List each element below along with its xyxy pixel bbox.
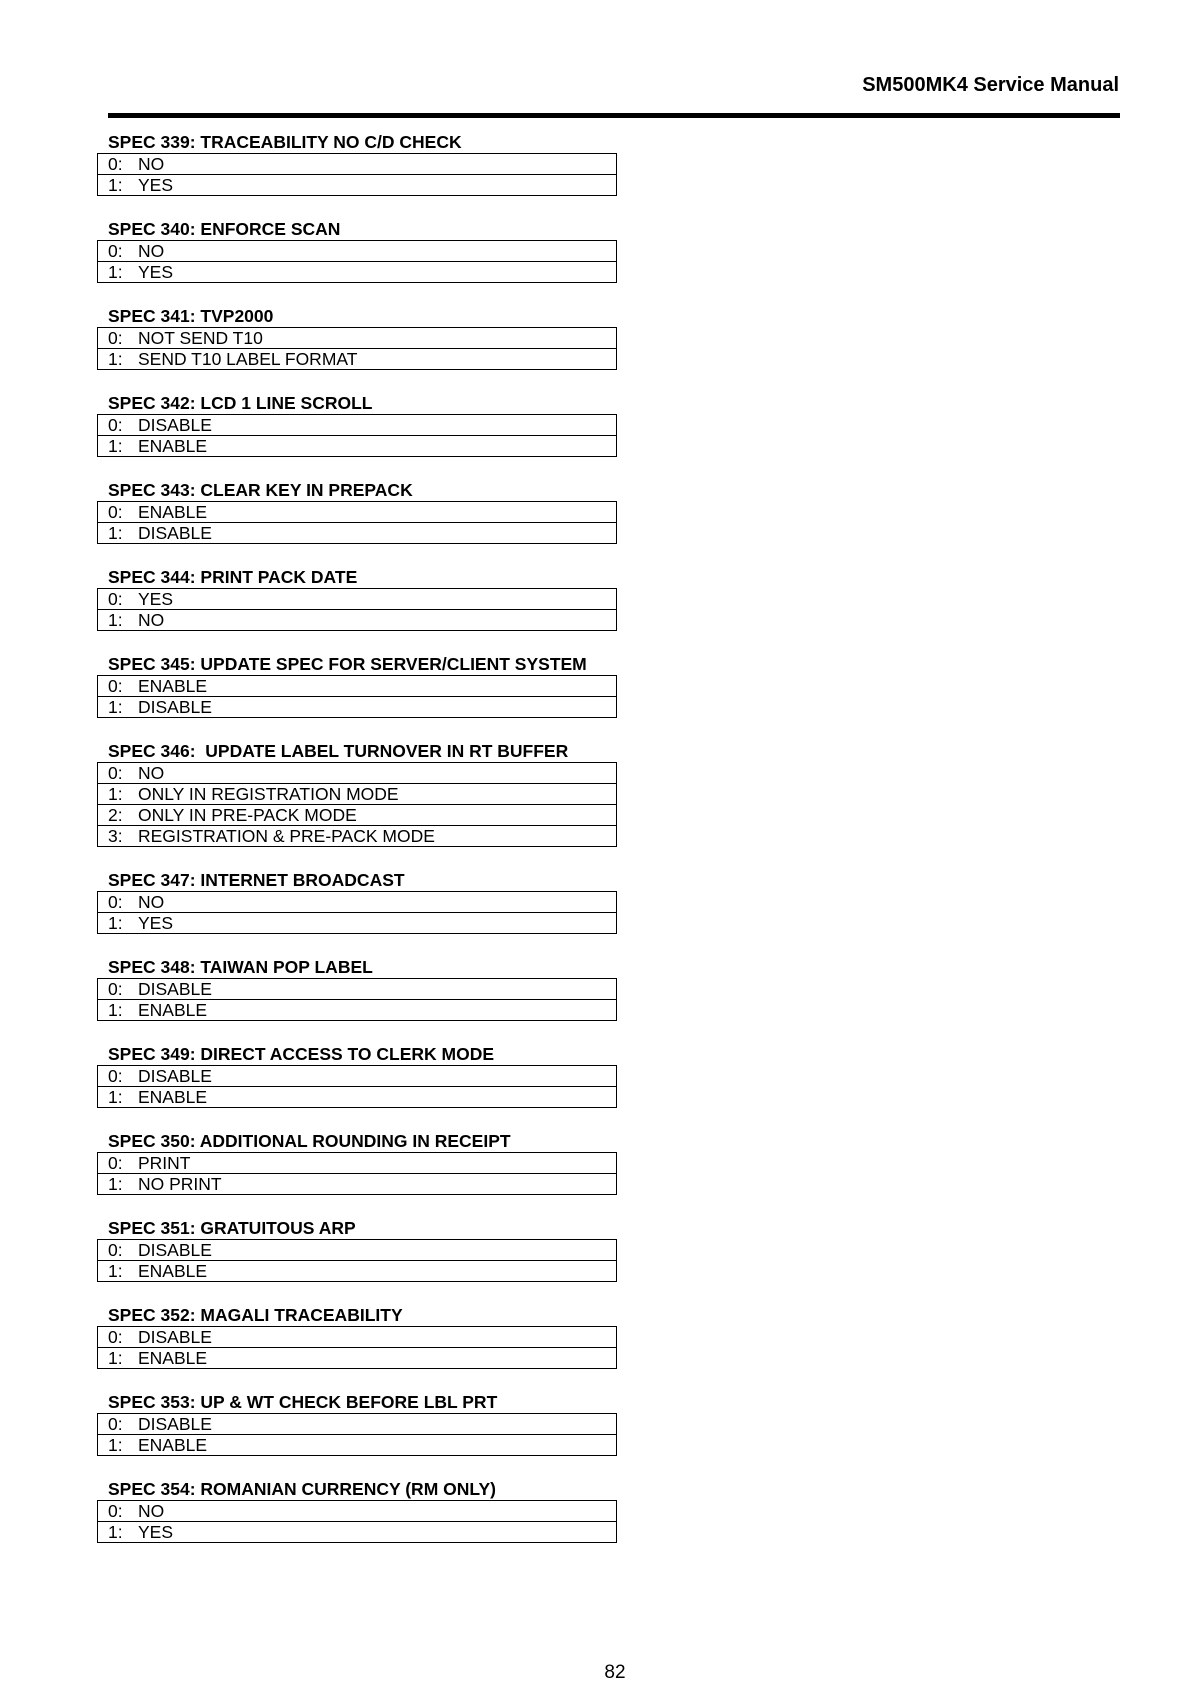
option-label: ENABLE	[138, 1261, 208, 1281]
spec-title: SPEC 342: LCD 1 LINE SCROLL	[108, 393, 373, 413]
option-code: 1:	[108, 436, 123, 456]
spec-options-table	[97, 153, 617, 196]
option-label: DISABLE	[138, 1414, 212, 1434]
spec-block	[97, 654, 697, 718]
option-label: NO PRINT	[138, 1174, 222, 1194]
spec-title: SPEC 345: UPDATE SPEC FOR SERVER/CLIENT SYSTEM	[108, 654, 587, 674]
option-label: PRINT	[138, 1153, 191, 1173]
spec-title: SPEC 348: TAIWAN POP LABEL	[108, 957, 373, 977]
option-label: ONLY IN REGISTRATION MODE	[138, 784, 399, 804]
spec-option-row	[98, 415, 617, 436]
option-label: NOT SEND T10	[138, 328, 263, 348]
spec-block	[97, 306, 697, 370]
option-label: DISABLE	[138, 415, 212, 435]
spec-options-table	[97, 762, 617, 847]
option-label: DISABLE	[138, 697, 212, 717]
spec-option-row	[98, 826, 617, 847]
spec-option-row	[98, 502, 617, 523]
spec-option-cell	[98, 805, 617, 826]
spec-option-row	[98, 1087, 617, 1108]
option-code: 0:	[108, 502, 123, 522]
option-code: 0:	[108, 892, 123, 912]
spec-option-cell	[98, 241, 617, 262]
spec-option-cell	[98, 826, 617, 847]
spec-options-table	[97, 891, 617, 934]
spec-option-row	[98, 1348, 617, 1369]
option-label: YES	[138, 913, 174, 933]
spec-option-cell	[98, 1174, 617, 1195]
spec-option-cell	[98, 349, 617, 370]
spec-block	[97, 567, 697, 631]
spec-option-row	[98, 1261, 617, 1282]
option-code: 0:	[108, 589, 123, 609]
option-label: NO	[138, 610, 165, 630]
spec-options-table	[97, 414, 617, 457]
spec-option-cell	[98, 502, 617, 523]
spec-option-cell	[98, 1348, 617, 1369]
option-code: 1:	[108, 1087, 123, 1107]
spec-block	[97, 393, 697, 457]
spec-option-cell	[98, 154, 617, 175]
option-code: 2:	[108, 805, 123, 825]
spec-options-table	[97, 675, 617, 718]
option-code: 1:	[108, 1174, 123, 1194]
spec-option-row	[98, 610, 617, 631]
spec-option-row	[98, 262, 617, 283]
spec-option-row	[98, 676, 617, 697]
spec-option-cell	[98, 1000, 617, 1021]
option-code: 0:	[108, 154, 123, 174]
spec-option-row	[98, 241, 617, 262]
spec-block	[97, 870, 697, 934]
spec-block	[97, 1305, 697, 1369]
spec-title: SPEC 347: INTERNET BROADCAST	[108, 870, 405, 890]
option-code: 0:	[108, 1066, 123, 1086]
option-label: NO	[138, 154, 165, 174]
option-label: YES	[138, 175, 174, 195]
spec-option-row	[98, 1240, 617, 1261]
option-code: 0:	[108, 676, 123, 696]
option-label: ONLY IN PRE-PACK MODE	[138, 805, 357, 825]
header-rule	[108, 113, 1120, 118]
spec-title: SPEC 351: GRATUITOUS ARP	[108, 1218, 356, 1238]
spec-option-row	[98, 175, 617, 196]
spec-options-table	[97, 327, 617, 370]
option-label: DISABLE	[138, 523, 212, 543]
spec-options-table	[97, 1239, 617, 1282]
spec-block	[97, 132, 697, 196]
spec-option-row	[98, 1435, 617, 1456]
spec-title: SPEC 350: ADDITIONAL ROUNDING IN RECEIPT	[108, 1131, 511, 1151]
option-label: NO	[138, 1501, 165, 1521]
spec-option-cell	[98, 175, 617, 196]
spec-option-cell	[98, 1435, 617, 1456]
option-label: NO	[138, 763, 165, 783]
spec-option-cell	[98, 697, 617, 718]
spec-options-table	[97, 1326, 617, 1369]
option-code: 1:	[108, 913, 123, 933]
spec-block	[97, 741, 697, 847]
spec-title: SPEC 341: TVP2000	[108, 306, 274, 326]
option-code: 0:	[108, 979, 123, 999]
spec-block	[97, 1392, 697, 1456]
spec-options-table	[97, 1413, 617, 1456]
spec-option-row	[98, 805, 617, 826]
spec-options-table	[97, 588, 617, 631]
spec-option-cell	[98, 610, 617, 631]
option-code: 1:	[108, 1000, 123, 1020]
spec-title: SPEC 339: TRACEABILITY NO C/D CHECK	[108, 132, 462, 152]
spec-option-cell	[98, 979, 617, 1000]
spec-title: SPEC 340: ENFORCE SCAN	[108, 219, 341, 239]
spec-option-cell	[98, 262, 617, 283]
option-label: DISABLE	[138, 1327, 212, 1347]
option-label: YES	[138, 1522, 174, 1542]
spec-option-cell	[98, 523, 617, 544]
spec-option-row	[98, 1501, 617, 1522]
spec-option-row	[98, 1153, 617, 1174]
spec-block	[97, 219, 697, 283]
option-label: NO	[138, 892, 165, 912]
spec-title: SPEC 343: CLEAR KEY IN PREPACK	[108, 480, 413, 500]
spec-option-cell	[98, 763, 617, 784]
spec-option-row	[98, 697, 617, 718]
spec-block	[97, 1131, 697, 1195]
spec-option-cell	[98, 676, 617, 697]
spec-block	[97, 480, 697, 544]
spec-option-cell	[98, 892, 617, 913]
spec-option-row	[98, 1174, 617, 1195]
spec-option-row	[98, 154, 617, 175]
page-header-title: SM500MK4 Service Manual	[862, 74, 1119, 96]
option-label: ENABLE	[138, 1087, 208, 1107]
option-code: 0:	[108, 763, 123, 783]
spec-option-row	[98, 763, 617, 784]
spec-block	[97, 1479, 697, 1543]
option-code: 0:	[108, 1414, 123, 1434]
option-code: 1:	[108, 523, 123, 543]
spec-option-cell	[98, 913, 617, 934]
spec-option-row	[98, 1066, 617, 1087]
spec-title: SPEC 344: PRINT PACK DATE	[108, 567, 358, 587]
option-code: 3:	[108, 826, 123, 846]
spec-option-cell	[98, 436, 617, 457]
option-code: 0:	[108, 1240, 123, 1260]
spec-block	[97, 1218, 697, 1282]
option-label: ENABLE	[138, 1000, 208, 1020]
spec-list	[97, 132, 697, 1566]
spec-title: SPEC 346: UPDATE LABEL TURNOVER IN RT BUFFER	[108, 741, 569, 761]
option-code: 1:	[108, 784, 123, 804]
spec-options-table	[97, 1500, 617, 1543]
option-label: DISABLE	[138, 979, 212, 999]
spec-option-row	[98, 892, 617, 913]
spec-option-row	[98, 1414, 617, 1435]
option-label: YES	[138, 589, 174, 609]
spec-option-cell	[98, 1066, 617, 1087]
spec-option-cell	[98, 415, 617, 436]
spec-options-table	[97, 1152, 617, 1195]
spec-option-cell	[98, 1522, 617, 1543]
spec-option-row	[98, 589, 617, 610]
spec-option-cell	[98, 1153, 617, 1174]
spec-options-table	[97, 1065, 617, 1108]
spec-options-table	[97, 501, 617, 544]
option-label: ENABLE	[138, 1348, 208, 1368]
spec-option-row	[98, 1000, 617, 1021]
spec-option-cell	[98, 1414, 617, 1435]
spec-option-row	[98, 436, 617, 457]
spec-option-cell	[98, 1240, 617, 1261]
option-label: YES	[138, 262, 174, 282]
spec-options-table	[97, 240, 617, 283]
option-code: 1:	[108, 1522, 123, 1542]
spec-option-cell	[98, 1327, 617, 1348]
option-label: SEND T10 LABEL FORMAT	[138, 349, 358, 369]
spec-option-row	[98, 328, 617, 349]
option-label: ENABLE	[138, 1435, 208, 1455]
spec-option-row	[98, 979, 617, 1000]
spec-option-row	[98, 1327, 617, 1348]
spec-option-cell	[98, 1087, 617, 1108]
spec-title: SPEC 349: DIRECT ACCESS TO CLERK MODE	[108, 1044, 495, 1064]
option-label: REGISTRATION & PRE-PACK MODE	[138, 826, 435, 846]
option-code: 0:	[108, 415, 123, 435]
option-label: DISABLE	[138, 1240, 212, 1260]
option-code: 1:	[108, 1435, 123, 1455]
option-label: ENABLE	[138, 676, 208, 696]
spec-option-cell	[98, 784, 617, 805]
option-code: 1:	[108, 1261, 123, 1281]
spec-title: SPEC 353: UP & WT CHECK BEFORE LBL PRT	[108, 1392, 498, 1412]
option-code: 0:	[108, 1501, 123, 1521]
option-code: 1:	[108, 697, 123, 717]
option-code: 0:	[108, 241, 123, 261]
option-label: NO	[138, 241, 165, 261]
spec-option-cell	[98, 589, 617, 610]
option-code: 1:	[108, 262, 123, 282]
spec-option-row	[98, 1522, 617, 1543]
option-code: 1:	[108, 610, 123, 630]
spec-option-row	[98, 349, 617, 370]
option-code: 1:	[108, 1348, 123, 1368]
spec-block	[97, 1044, 697, 1108]
spec-title: SPEC 354: ROMANIAN CURRENCY (RM ONLY)	[108, 1479, 496, 1499]
option-label: DISABLE	[138, 1066, 212, 1086]
spec-option-row	[98, 784, 617, 805]
spec-title: SPEC 352: MAGALI TRACEABILITY	[108, 1305, 403, 1325]
option-code: 0:	[108, 1327, 123, 1347]
spec-option-cell	[98, 1501, 617, 1522]
option-code: 0:	[108, 1153, 123, 1173]
spec-option-row	[98, 913, 617, 934]
option-label: ENABLE	[138, 436, 208, 456]
spec-options-table	[97, 978, 617, 1021]
option-code: 1:	[108, 349, 123, 369]
option-code: 0:	[108, 328, 123, 348]
spec-block	[97, 957, 697, 1021]
spec-option-row	[98, 523, 617, 544]
page-number: 82	[604, 1662, 626, 1683]
option-label: ENABLE	[138, 502, 208, 522]
option-code: 1:	[108, 175, 123, 195]
spec-option-cell	[98, 1261, 617, 1282]
spec-option-cell	[98, 328, 617, 349]
